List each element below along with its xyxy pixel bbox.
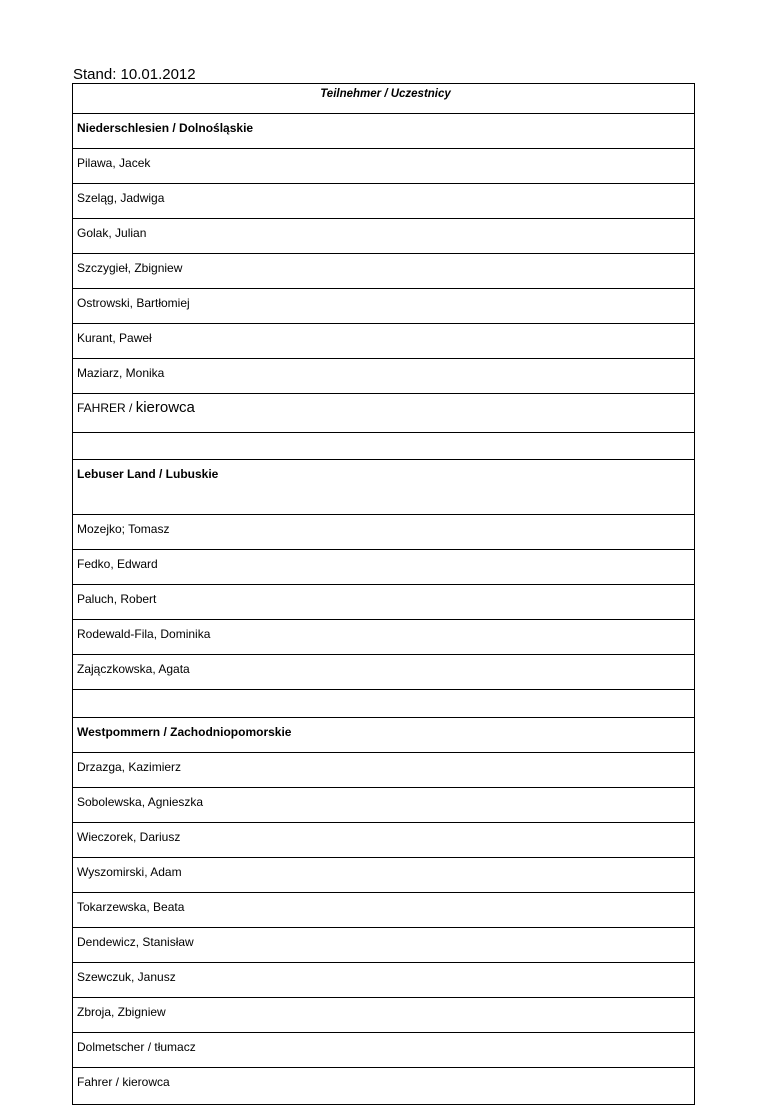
participant-row [73,998,695,1033]
participant-name: Rodewald-Fila, Dominika [73,620,695,655]
participant-name: Mozejko; Tomasz [73,515,695,550]
table-header: Teilnehmer / Uczestnicy [73,84,695,114]
participant-row [73,550,695,585]
participant-name: Zbroja, Zbigniew [73,998,695,1033]
participant-name: Dolmetscher / tłumacz [73,1033,695,1068]
participant-name: Paluch, Robert [73,585,695,620]
driver-label: kierowca [135,399,195,416]
participant-name: Szeląg, Jadwiga [73,184,695,219]
participant-row [73,928,695,963]
participant-name: Pilawa, Jacek [73,149,695,184]
participant-name: Kurant, Paweł [73,324,695,359]
participant-row [73,324,695,359]
participant-name: Fahrer / kierowca [73,1068,695,1105]
participant-row [73,823,695,858]
participant-row [73,963,695,998]
participant-row [73,394,695,433]
participants-table [72,83,695,1105]
participant-row [73,585,695,620]
participant-name: Zajączkowska, Agata [73,655,695,690]
participant-name: Szczygieł, Zbigniew [73,254,695,289]
participant-name: Drzazga, Kazimierz [73,753,695,788]
participant-row [73,1033,695,1068]
participant-name: Tokarzewska, Beata [73,893,695,928]
participant-row [73,254,695,289]
region-name: Westpommern / Zachodniopomorskie [73,718,695,753]
participant-name: Ostrowski, Bartłomiej [73,289,695,324]
participant-name: Wieczorek, Dariusz [73,823,695,858]
participant-row [73,753,695,788]
participant-name: Wyszomirski, Adam [73,858,695,893]
participant-name: Szewczuk, Janusz [73,963,695,998]
participant-row [73,620,695,655]
participant-name: Golak, Julian [73,219,695,254]
participant-name: Maziarz, Monika [73,359,695,394]
participant-row [73,788,695,823]
participant-row [73,655,695,690]
participant-name: Dendewicz, Stanisław [73,928,695,963]
table-header-row [73,84,695,114]
empty-cell [73,690,695,718]
participant-row [73,184,695,219]
participant-row [73,1068,695,1105]
region-row [73,718,695,753]
empty-cell [73,433,695,460]
participant-name: Fedko, Edward [73,550,695,585]
region-row [73,460,695,515]
driver-prefix: FAHRER / [77,401,136,415]
participant-row [73,359,695,394]
participant-row [73,515,695,550]
region-name: Niederschlesien / Dolnośląskie [73,114,695,149]
participant-row [73,858,695,893]
participant-row [73,893,695,928]
participants-table-body [73,84,695,1105]
spacer-row [73,433,695,460]
participant-name: Sobolewska, Agnieszka [73,788,695,823]
participant-row [73,219,695,254]
region-row [73,114,695,149]
participant-row [73,289,695,324]
participant-row [73,149,695,184]
spacer-row [73,690,695,718]
region-name: Lebuser Land / Lubuskie [73,460,695,515]
document-date: Stand: 10.01.2012 [73,66,196,83]
participant-cell [73,394,695,433]
